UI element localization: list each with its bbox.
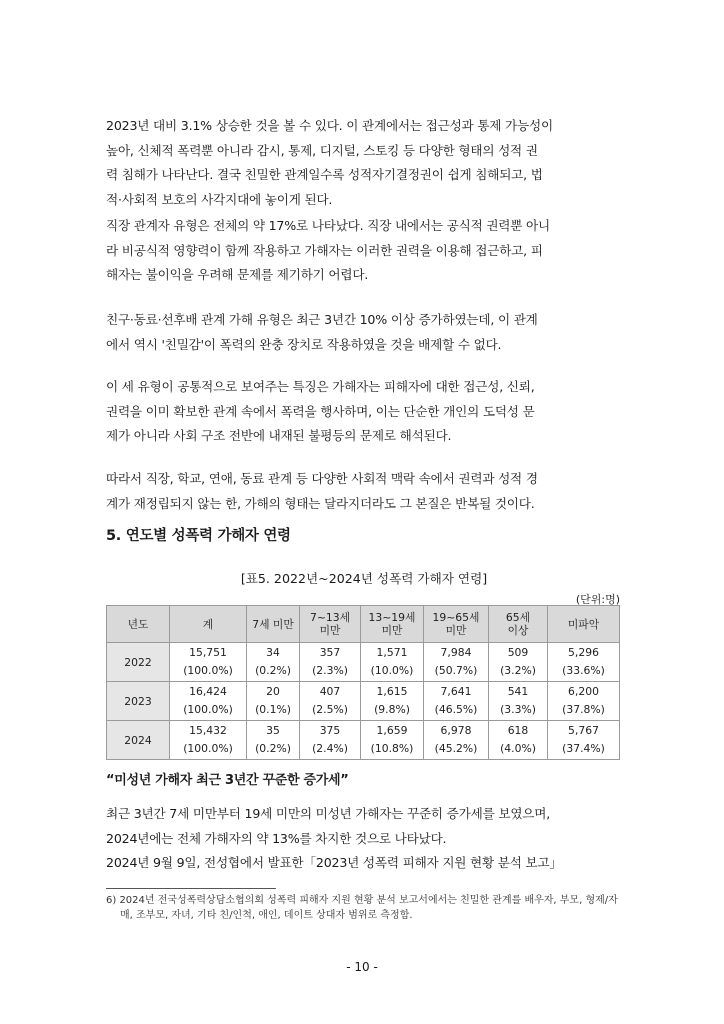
footnote: 6) 2024년 전국성폭력상담소협의회 성폭력 피해자 지원 현황 분석 보고서에서는 친밀한 관계를 배우자, 부모, 형제/자매, 조부모, 자녀, 기타 친/인척, 애인, 데이트 상대자 범위로 측정함. [106, 895, 618, 921]
paragraph-4 [106, 375, 622, 449]
header-unknown: 미파악 [548, 606, 620, 643]
section-heading: 5. 연도별 성폭력 가해자 연령 [106, 528, 291, 544]
text-line: 친구·동료·선후배 관계 가해 유형은 최근 3년간 10% 이상 증가하였는데, 이 관계 [106, 312, 538, 327]
text-line: 라 비공식적 영향력이 함께 작용하고 가해자는 이러한 권력을 이용해 접근하고, 피 [106, 242, 543, 258]
data-cell: 5,767 (37.4%) [548, 721, 620, 760]
paragraph-2 [106, 214, 622, 288]
data-cell: 35 (0.2%) [247, 721, 300, 760]
header-total: 계 [170, 606, 247, 643]
text-line: 권력을 이미 확보한 관계 속에서 폭력을 행사하며, 이는 단순한 개인의 도덕성 문 [106, 403, 535, 419]
page-number: - 10 - [346, 960, 378, 974]
unit-label: (단위:명) [575, 593, 620, 606]
header-under7: 7세 미만 [247, 606, 300, 643]
offender-age-table [106, 605, 620, 760]
paragraph-5 [106, 467, 622, 516]
table-row [107, 643, 620, 682]
data-cell: 15,432 (100.0%) [170, 721, 247, 760]
text-line: 해자는 불이익을 우려해 문제를 제기하기 어렵다. [106, 267, 369, 282]
text-line: 이 세 유형이 공통적으로 보여주는 특징은 가해자는 피해자에 대한 접근성, 신뢰, [106, 379, 535, 394]
footnote-divider [106, 888, 276, 889]
data-cell: 509 (3.2%) [489, 643, 548, 682]
text-line: 2023년 대비 3.1% 상승한 것을 볼 수 있다. 이 관계에서는 접근성과 통제 가능성이 [106, 118, 553, 133]
year-cell: 2022 [107, 643, 170, 682]
text-line: 에서 역시 '친밀감'이 폭력의 완충 장치로 작용하였을 것을 배제할 수 없다. [106, 336, 502, 352]
year-cell: 2024 [107, 721, 170, 760]
text-line: 직장 관계자 유형은 전체의 약 17%로 나타났다. 직장 내에서는 공식적 권력뿐 아니 [106, 218, 550, 233]
text-line: 2024년에는 전체 가해자의 약 13%를 차지한 것으로 나타났다. [106, 830, 447, 846]
table-header-row [107, 606, 620, 643]
text-line: 적·사회적 보호의 사각지대에 놓이게 된다. [106, 191, 333, 207]
text-line: 계가 재정립되지 않는 한, 가해의 형태는 달라지더라도 그 본질은 반복될 것이다. [106, 495, 535, 511]
data-cell: 20 (0.1%) [247, 682, 300, 721]
data-cell: 7,641 (46.5%) [424, 682, 489, 721]
header-65plus: 65세 이상 [489, 606, 548, 643]
text-line: 제가 아니라 사회 구조 전반에 내재된 불평등의 문제로 해석된다. [106, 428, 452, 443]
table-row [107, 682, 620, 721]
data-cell: 1,659 (10.8%) [361, 721, 424, 760]
header-19-65: 19~65세 미만 [424, 606, 489, 643]
paragraph-1 [106, 114, 622, 212]
data-cell: 34 (0.2%) [247, 643, 300, 682]
header-7-13: 7~13세 미만 [300, 606, 361, 643]
data-cell: 16,424 (100.0%) [170, 682, 247, 721]
table-caption: [표5. 2022년~2024년 성폭력 가해자 연령] [240, 571, 488, 586]
data-cell: 618 (4.0%) [489, 721, 548, 760]
data-cell: 375 (2.4%) [300, 721, 361, 760]
paragraph-3 [106, 308, 622, 357]
text-line: 따라서 직장, 학교, 연애, 동료 관계 등 다양한 사회적 맥락 속에서 권력과 성적 경 [106, 471, 538, 486]
subheading: “미성년 가해자 최근 3년간 꾸준한 증가세” [106, 773, 349, 788]
text-line: 높아, 신체적 폭력뿐 아니라 감시, 통제, 디지털, 스토킹 등 다양한 형태의 성적 권 [106, 142, 538, 158]
header-year: 년도 [107, 606, 170, 643]
year-cell: 2023 [107, 682, 170, 721]
data-cell: 407 (2.5%) [300, 682, 361, 721]
text-line: 2024년 9월 9일, 전성협에서 발표한「2023년 성폭력 피해자 지원 현황 분석 보고」 [106, 855, 562, 870]
data-cell: 6,200 (37.8%) [548, 682, 620, 721]
paragraph-6 [106, 802, 622, 876]
data-cell: 357 (2.3%) [300, 643, 361, 682]
table-row [107, 721, 620, 760]
data-cell: 541 (3.3%) [489, 682, 548, 721]
data-cell: 5,296 (33.6%) [548, 643, 620, 682]
data-cell: 7,984 (50.7%) [424, 643, 489, 682]
text-line: 력 침해가 나타난다. 결국 친밀한 관계일수록 성적자기결정권이 쉽게 침해되고, 법 [106, 167, 543, 182]
header-13-19: 13~19세 미만 [361, 606, 424, 643]
data-cell: 6,978 (45.2%) [424, 721, 489, 760]
data-cell: 1,571 (10.0%) [361, 643, 424, 682]
data-cell: 1,615 (9.8%) [361, 682, 424, 721]
text-line: 최근 3년간 7세 미만부터 19세 미만의 미성년 가해자는 꾸준히 증가세를 보였으며, [106, 806, 551, 821]
data-cell: 15,751 (100.0%) [170, 643, 247, 682]
